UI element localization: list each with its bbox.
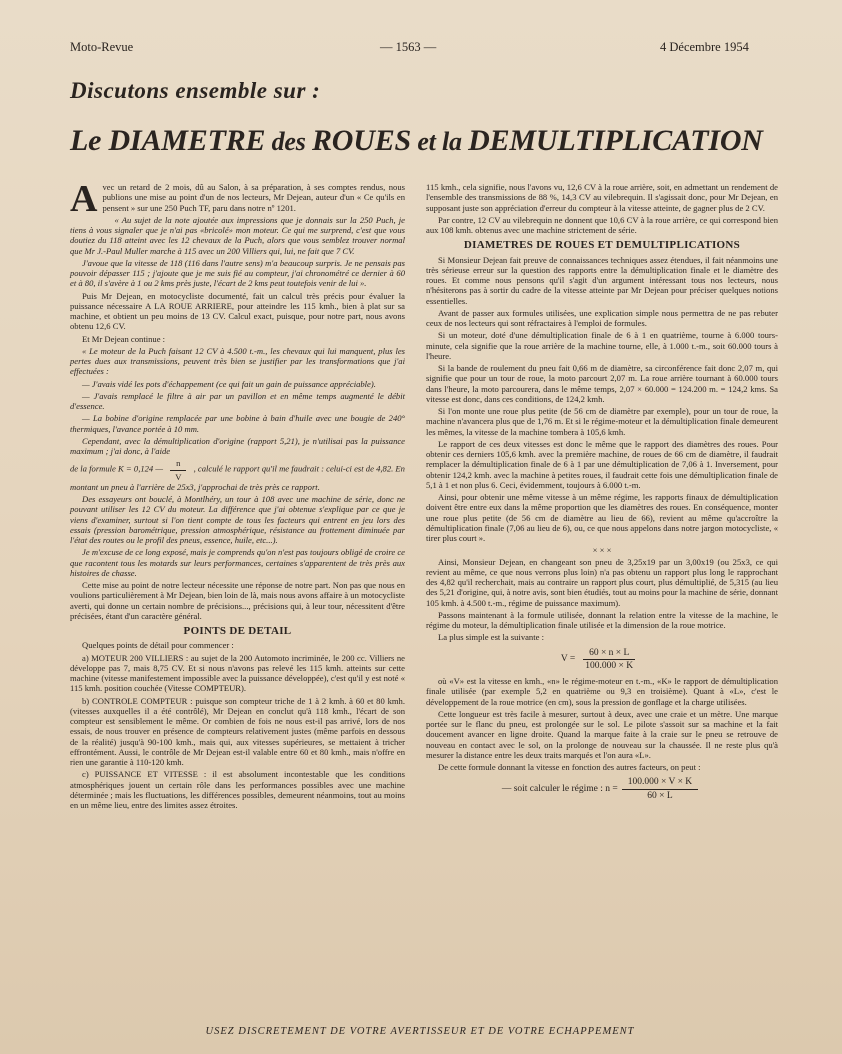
section-separator: × × × <box>592 545 612 556</box>
body-paragraph: La plus simple est la suivante : <box>438 632 544 643</box>
drop-cap: A <box>70 178 98 220</box>
title-part: Le DIAMETRE <box>70 124 266 157</box>
body-paragraph: Ainsi, Monsieur Dejean, en changeant son pneu de 3,25x19 par un 3,00x19 (ou 25x3, ce qui revient au même, ce que nous verrons plus loin) n'a pas obtenu un rapport plus long le rapprochant des 4,82 qu'il recherchait, mais au contraire un rapport plus court, plus démultiplié, de 5,315 (au lieu des 5,21 d'origine, qui, à notre avis, sont bien étudiés, tout au moins pour la machine de série, donnant 105 kmh. à 4.500 t.-m., régime de puissance maximum). <box>426 556 778 608</box>
body-paragraph: 115 kmh., cela signifie, nous l'avons vu, 12,6 CV à la roue arrière, soit, en admettant un rendement de l'ensemble des transmissions de 88 %, 14,3 CV au vilebrequin. Il s'agissait donc, pour Mr Dejean, en supposant juste son appréciation d'erreur du compteur à la vitesse atteinte, de gagner plus de 2 CV. <box>426 182 778 213</box>
speed-formula-numerator: 60 × n × L <box>583 648 635 660</box>
footer-slogan: USEZ DISCRETEMENT DE VOTRE AVERTISSEUR ET DE VOTRE ECHAPPEMENT <box>205 1026 635 1037</box>
magazine-name: Moto-Revue <box>70 40 134 54</box>
body-paragraph: Par contre, 12 CV au vilebrequin ne donnent que 10,6 CV à la roue arrière, ce qui correspond bien aux 108 kmh. obtenus avec une machine strictement de série. <box>426 214 778 235</box>
quote-paragraph: Des essayeurs ont bouclé, à Montlhéry, un tour à 108 avec une machine de série, donc ne pouvant utiliser les 12 CV du moteur. La différence que j'ai obtenue s'explique par ce que je viens d'examiner, surtout si l'on tient compte de tous les facteurs qui entrent en jeu lors des essais (pression barométrique, pression atmosphérique, résistance au frottement diminuée par l'état des routes ou le profil des pneus, essence, huile, etc...). <box>70 494 405 545</box>
body-paragraph: Ainsi, pour obtenir une même vitesse à un même régime, les rapports finaux de démultiplication doivent être entre eux dans la même proportion que les diamètres des roues. En conséquence, monter une roue plus petite (de 56 cm de diamètre au lieu de 66), revient au même qu'accroître la démultiplication finale (7,06 au lieu de 6), ou, ce que nous appelons dans notre jargon motocycliste, « tirer plus court ». <box>426 492 778 543</box>
title-part: et la <box>411 127 469 156</box>
rpm-formula-numerator: 100.000 × V × K <box>622 777 698 789</box>
section-kicker: Discutons ensemble sur : <box>70 78 321 103</box>
article-title <box>70 124 790 158</box>
quote-paragraph: — La bobine d'origine remplacée par une bobine à bain d'huile avec une bougie de 240° thermiques, l'avance portée à 10 mm. <box>70 413 405 434</box>
body-paragraph: Cette mise au point de notre lecteur nécessite une réponse de notre part. Non pas que nous en voulions particulièrement à Mr Dejean, bien loin de là, mais nous avons affaire à un motocycliste averti, qui donne un certain nombre de précisions..., précisions qui, à leur tour, nécessitent d'être précisées, étant d'un caractère général. <box>70 580 405 621</box>
speed-formula-lhs: V = <box>560 654 576 665</box>
body-paragraph: Le rapport de ces deux vitesses est donc le même que le rapport des diamètres des roues. Pour obtenir ces derniers 105,6 kmh. avec la première machine, de roues de 66 cm de diamètre, il faudrait remplacer la démultiplication finale de 6 à 1 par une démultiplication de 7,06 à 1. Inversement, pour obtenir 124,2 kmh. avec la machine à petites roues, il faudrait cette fois une démultiplication finale de 5,1 à 1 et non plus 6. Ceci, évidemment, toujours à 6.000 t.-m. <box>426 438 778 490</box>
body-paragraph: Quelques points de détail pour commencer : <box>82 640 234 651</box>
formula-k-suffix: , calculé le rapport qu'il me faudrait : celui-ci est de 4,82. En montant un pneu à l'arrière de 25x3, j'approchai de très près ce rapport. <box>70 463 405 492</box>
right-column <box>426 182 778 806</box>
title-part: DEMULTIPLICATION <box>468 124 763 157</box>
body-paragraph: Passons maintenant à la formule utilisée, donnant la relation entre la vitesse de la machine, le régime du moteur, la démultiplication finale utilisée et la dimension de la roue motrice. <box>426 609 778 630</box>
body-paragraph: Et Mr Dejean continue : <box>82 333 166 344</box>
issue-date: 4 Décembre 1954 <box>660 40 749 54</box>
speed-formula-denominator: 100.000 × K <box>585 660 634 671</box>
quote-paragraph: « Au sujet de la note ajoutée aux impressions que je donnais sur la 250 Puch, je tiens à vous signaler que je n'ai pas «bricolé» mon moteur. Ce qui me surprend, c'est que vous doutiez du 118 atteint avec les 12 chevaux de la Puch, alors que vous semblez trouver normal que Mr J.-Paul Muller marche à 115 avec un 200 Villiers qui, lui, ne fait que 7 CV. <box>70 214 405 256</box>
quote-paragraph: — J'avais remplacé le filtre à air par un pavillon et en même temps augmenté le débit d'essence. <box>70 390 405 411</box>
section-heading: POINTS DE DETAIL <box>183 625 292 637</box>
body-paragraph: c) PUISSANCE ET VITESSE : il est absolument incontestable que les conditions atmosphériques jouent un certain rôle dans les performances possibles avec une machine déterminée ; mais les fluctuations, les différences possibles, demeurent néanmoins, tout au moins en un même lieu, entre des limites assez étroites. <box>70 769 405 810</box>
quote-paragraph: « Le moteur de la Puch faisant 12 CV à 4.500 t.-m., les chevaux qui lui manquent, plus les pertes dues aux transmissions, peuvent très bien se justifier par les transformations que j'ai effectuées : <box>70 345 405 377</box>
body-paragraph: Si Monsieur Dejean fait preuve de connaissances techniques assez étendues, il fait néanmoins une très sérieuse erreur sur la question des rapports entre la démultiplication finale et le diamètre des roues. Et comme nous pensons qu'il s'agit d'un argument intéressant tous nos lecteurs, nous n'hésiterons pas à sortir du cadre de la vitesse atteinte par Mr Dejean pour préciser quelques notions essentielles. <box>426 254 778 306</box>
rpm-formula-denominator: 60 × L <box>647 790 673 801</box>
left-column <box>70 178 405 812</box>
intro-text: vec un retard de 2 mois, dû au Salon, à sa préparation, à ses comptes rendus, nous publions une mise au point d'un de nos lecteurs, Mr Dejean, auteur d'un « Ce qu'ils en pensent » sur une 250 Puch TF, paru dans notre nº 1201. <box>102 182 405 213</box>
formula-k-fraction <box>169 458 187 482</box>
body-paragraph: Si la bande de roulement du pneu fait 0,66 m de diamètre, sa circonférence fait donc 2,07 m, qui signifie que pour un tour de roue, la moto parcourt 2,07 m. La roue arrière tournant à 60.000 tours dans l'heure, la moto parcourera, dans le même temps, 2,07 × 60.000 = 124.200 m. = 124,2 kms. Sa vitesse est donc, dans ces conditions, de 124,2 kmh. <box>426 363 778 404</box>
body-paragraph: b) CONTROLE COMPTEUR : puisque son compteur triche de 1 à 2 kmh. à 60 et 80 kmh. (vitesses auxquelles il a été contrôlé), Mr Dejean en conclut qu'à 118 kmh., l'écart de son compteur est sensiblement le même. Or combien de fois ne nous est-il pas arrivé, lors de nos essais, de nous trouver en présence de compteurs relativement justes (même parfois en dessous de la réalité) jusqu'à 90-100 kmh., mais qui, aux vitesses supérieures, se mettaient à tricher effrontément. Aussi, le contrôle de Mr Dejean est-il valable entre 60 et 80 kmh., mais n'offre en rien une garantie à 110-120 kmh. <box>70 695 405 767</box>
body-paragraph: Cette longueur est très facile à mesurer, surtout à deux, avec une craie et un mètre. Une marque portée sur le flanc du pneu, est prolongée sur le sol. Le pilote s'assoit sur sa machine et la fait doucement avancer en ligne droite. Quand la marque faite à la craie sur le pneu se retrouve de nouveau en contact avec le sol, on la prolonge de nouveau sur la chaussée. Il ne reste plus qu'à mesurer la distance entre les deux traits marqués et l'on aura «L». <box>426 708 778 760</box>
quote-paragraph: Je m'excuse de ce long exposé, mais je comprends qu'on n'est pas toujours obligé de croire ce que racontent tous les motards sur leurs performances, certaines s'apparentent de très près aux histoires de chasse. <box>70 547 405 578</box>
rpm-formula <box>426 777 778 801</box>
title-part: des <box>265 127 312 156</box>
body-paragraph: où «V» est la vitesse en kmh., «n» le régime-moteur en t.-m., «K» le rapport de démultiplication finale utilisée (par exemple 5,2 en quatrième ou 9,3 en troisième). Quant à «L», c'est le développement de la roue motrice (en cm), sous la pression de gonflage et la charge utilisées. <box>426 676 778 707</box>
formula-k-numerator: n <box>170 458 186 470</box>
body-paragraph: De cette formule donnant la vitesse en fonction des autres facteurs, on peut : <box>438 762 701 772</box>
formula-k-paragraph <box>70 458 405 492</box>
body-paragraph: Puis Mr Dejean, en motocycliste documenté, fait un calcul très précis pour évaluer la puissance nécessaire A LA ROUE ARRIERE, pour atteindre les 115 kmh., bien à plat sur sa machine, et obtient un peu moins de 13 CV. Calcul exact, puisque, pour notre part, nous avons obtenu 12,6 CV. <box>70 290 405 332</box>
page-number: — 1563 — <box>380 40 437 54</box>
speed-formula <box>426 648 778 672</box>
intro-paragraph <box>70 178 405 220</box>
body-paragraph: Si l'on monte une roue plus petite (de 56 cm de diamètre par exemple), pour un tour de roue, la machine n'avancera plus que de 1,76 m. Et si le régime-moteur et la démultiplication finale demeurent les mêmes, la vitesse de la machine tombera à 105,6 kmh. <box>426 406 778 437</box>
quote-paragraph: Cependant, avec la démultiplication d'origine (rapport 5,21), je n'utilisai pas la puissance maximum ; j'ai donc, à l'aide <box>70 435 405 456</box>
body-paragraph: Si un moteur, doté d'une démultiplication finale de 6 à 1 en quatrième, tourne à 6.000 tours-minute, cela signifie que la roue arrière de la machine tourne, elle, à 1.000 t.-m., soit 60.000 tours à l'heure. <box>426 330 778 361</box>
formula-k-prefix: de la formule K = 0,124 — <box>70 463 164 474</box>
title-part: ROUES <box>312 124 412 157</box>
body-paragraph: a) MOTEUR 200 VILLIERS : au sujet de la 200 Automoto incriminée, le 200 cc. Villiers ne développe pas 7, mais 8,75 CV. Et si nous n'avons pas relevé les 115 kmh. atteints sur cette machine (vitesse manifestement impossible avec la puissance développée), c'est qu'il y est noté « 115 kmh. position couchée (Vitesse COMPTEUR). <box>70 652 405 694</box>
section-heading: DIAMETRES DE ROUES ET DEMULTIPLICATIONS <box>463 239 741 252</box>
formula-k-denominator: V <box>175 471 182 482</box>
rpm-formula-lhs: — soit calculer le régime : n = <box>501 783 618 794</box>
speed-formula-fraction <box>579 648 639 672</box>
rpm-formula-fraction <box>622 777 698 801</box>
body-paragraph: Avant de passer aux formules utilisées, une explication simple nous permettra de ne pas rebuter ceux de nos lecteurs qui sont réfractaires à l'emploi de formules. <box>426 307 778 328</box>
quote-paragraph: J'avoue que la vitesse de 118 (116 dans l'autre sens) m'a beaucoup surpris. Je ne pensais pas pouvoir dépasser 115 ; j'ajoute que je me suis fié au compteur, j'ai chronométré ce dernier à 60 et à 80, il s'avère à 1 ou 2 kms près juste, l'écart de 2 kms peut toutefois venir de lui ». <box>70 257 405 289</box>
quote-paragraph: — J'avais vidé les pots d'échappement (ce qui fait un gain de puissance appréciable). <box>82 378 376 389</box>
